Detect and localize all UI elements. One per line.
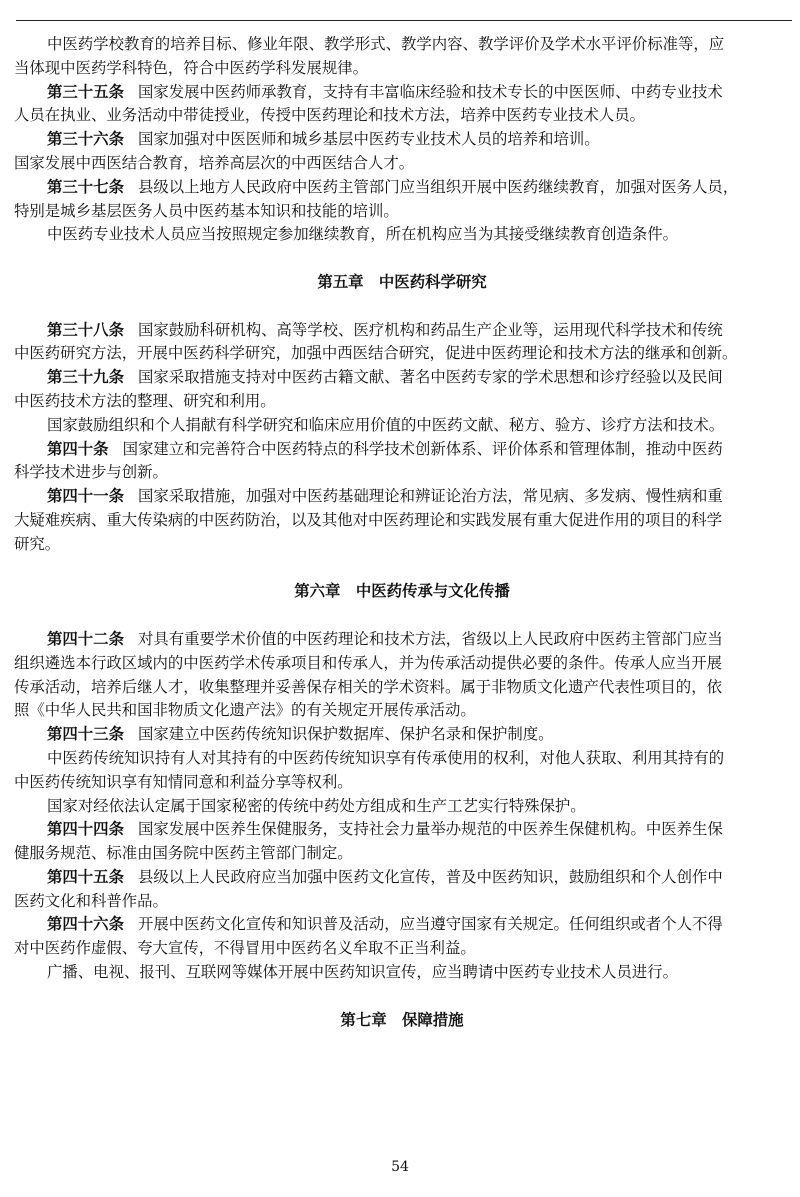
line-text: 国家建立和完善符合中医药特点的科学技术创新体系、评价体系和管理体制，推动中医药 — [122, 439, 723, 458]
text-line — [14, 818, 790, 842]
text-line — [14, 57, 790, 81]
paragraph-gap — [14, 295, 790, 319]
text-line — [14, 866, 790, 890]
line-text: 广播、电视、报刊、互联网等媒体开展中医药知识宣传，应当聘请中医药专业技术人员进行。 — [47, 963, 679, 982]
chapter-heading-text: 第六章 中医药传承与文化传播 — [294, 582, 510, 601]
paragraph-gap — [14, 985, 790, 1009]
text-line — [14, 342, 790, 366]
line-text: 国家对经依法认定属于国家秘密的传统中药处方组成和生产工艺实行特殊保护。 — [47, 796, 586, 815]
line-text: 医药文化和科普作品。 — [14, 891, 168, 910]
line-text: 特别是城乡基层医务人员中医药基本知识和技能的培训。 — [14, 201, 399, 220]
text-line — [14, 723, 790, 747]
line-text: 国家鼓励组织和个人捐献有科学研究和临床应用价值的中医药文献、秘方、验方、诊疗方法和技术。 — [47, 415, 725, 434]
line-text: 对中医药作虚假、夸大宣传，不得冒用中医药名义牟取不正当利益。 — [14, 939, 476, 958]
text-line — [14, 319, 790, 343]
text-line — [14, 390, 790, 414]
document-body — [14, 33, 790, 1032]
text-line — [14, 33, 790, 57]
chapter-heading-text: 第五章 中医药科学研究 — [317, 272, 487, 291]
text-line — [14, 842, 790, 866]
line-text: 中医药研究方法，开展中医药科学研究，加强中西医结合研究，促进中医药理论和技术方法的继承和创新。 — [14, 344, 738, 363]
text-line — [14, 128, 790, 152]
text-line — [14, 533, 790, 557]
line-text: 县级以上人民政府应当加强中医药文化宣传，普及中医药知识，鼓励组织和个人创作中 — [137, 867, 723, 886]
text-line — [14, 961, 790, 985]
line-text: 对具有重要学术价值的中医药理论和技术方法，省级以上人民政府中医药主管部门应当 — [137, 629, 723, 648]
line-text: 国家发展中医药师承教育，支持有丰富临床经验和技术专长的中医医师、中药专业技术 — [137, 82, 723, 101]
line-text: 中医药传统知识享有知情同意和利益分享等权利。 — [14, 772, 353, 791]
line-text: 开展中医药文化宣传和知识普及活动，应当遵守国家有关规定。任何组织或者个人不得 — [137, 915, 723, 934]
article-number: 第四十三条 — [47, 725, 124, 744]
line-text: 科学技术进步与创新。 — [14, 463, 168, 482]
line-text: 健服务规范、标准由国务院中医药主管部门制定。 — [14, 844, 353, 863]
text-line — [14, 223, 790, 247]
text-line — [14, 628, 790, 652]
article-number: 第三十七条 — [47, 177, 124, 196]
text-line — [14, 485, 790, 509]
text-line — [14, 414, 790, 438]
article-number: 第四十四条 — [47, 820, 124, 839]
text-line — [14, 366, 790, 390]
line-text: 当体现中医药学科特色，符合中医药学科发展规律。 — [14, 58, 368, 77]
text-line — [14, 200, 790, 224]
line-text: 传承活动，培养后继人才，收集整理并妥善保存相关的学术资料。属于非物质文化遗产代表性项目的，依 — [14, 677, 722, 696]
text-line — [14, 461, 790, 485]
text-line — [14, 176, 790, 200]
text-line — [14, 676, 790, 700]
article-number: 第四十二条 — [47, 629, 124, 648]
page-number: 54 — [391, 1159, 409, 1175]
article-number: 第四十五条 — [47, 867, 124, 886]
line-text: 国家采取措施支持对中医药古籍文献、著名中医药专家的学术思想和诊疗经验以及民间 — [137, 368, 723, 387]
text-line — [14, 81, 790, 105]
paragraph-gap — [14, 604, 790, 628]
text-line — [14, 913, 790, 937]
line-text: 县级以上地方人民政府中医药主管部门应当组织开展中医药继续教育，加强对医务人员， — [137, 177, 739, 196]
line-text: 中医药学校教育的培养目标、修业年限、教学形式、教学内容、教学评价及学术水平评价标准等，应 — [47, 35, 725, 53]
chapter-heading — [14, 1009, 790, 1033]
text-line — [14, 890, 790, 914]
text-line — [14, 152, 790, 176]
line-text: 中医药专业技术人员应当按照规定参加继续教育，所在机构应当为其接受继续教育创造条件。 — [47, 225, 679, 244]
paragraph-gap — [14, 247, 790, 271]
text-line — [14, 652, 790, 676]
article-number: 第四十一条 — [47, 487, 124, 506]
article-number: 第四十六条 — [47, 915, 124, 934]
article-number: 第四十条 — [47, 439, 109, 458]
line-text: 国家鼓励科研机构、高等学校、医疗机构和药品生产企业等，运用现代科学技术和传统 — [137, 320, 723, 339]
line-text: 研究。 — [14, 534, 61, 553]
line-text: 国家发展中西医结合教育，培养高层次的中西医结合人才。 — [14, 153, 415, 172]
text-line — [14, 795, 790, 819]
line-text: 国家加强对中医医师和城乡基层中医药专业技术人员的培养和培训。 — [137, 130, 600, 149]
article-number: 第三十五条 — [47, 82, 124, 101]
text-line — [14, 771, 790, 795]
text-line — [14, 699, 790, 723]
line-text: 中医药技术方法的整理、研究和利用。 — [14, 391, 276, 410]
line-text: 组织遴选本行政区域内的中医药学术传承项目和传承人，并为传承活动提供必要的条件。传承人应当开展 — [14, 653, 722, 672]
chapter-heading — [14, 271, 790, 295]
line-text: 国家采取措施，加强对中医药基础理论和辨证论治方法，常见病、多发病、慢性病和重 — [137, 487, 723, 506]
article-number: 第三十八条 — [47, 320, 124, 339]
text-line — [14, 937, 790, 961]
line-text: 国家建立中医药传统知识保护数据库、保护名录和保护制度。 — [137, 725, 554, 744]
header-rule — [16, 20, 792, 21]
text-line — [14, 747, 790, 771]
text-line — [14, 509, 790, 533]
chapter-heading — [14, 580, 790, 604]
text-line — [14, 438, 790, 462]
line-text: 大疑难疾病、重大传染病的中医药防治，以及其他对中医药理论和实践发展有重大促进作用的项目的科学 — [14, 510, 722, 529]
line-text: 照《中华人民共和国非物质文化遗产法》的有关规定开展传承活动。 — [14, 701, 476, 720]
article-number: 第三十六条 — [47, 130, 124, 149]
line-text: 国家发展中医养生保健服务，支持社会力量举办规范的中医养生保健机构。中医养生保 — [137, 820, 723, 839]
article-number: 第三十九条 — [47, 368, 124, 387]
paragraph-gap — [14, 557, 790, 581]
line-text: 中医药传统知识持有人对其持有的中医药传统知识享有传承使用的权利，对他人获取、利用其持有的 — [47, 748, 725, 767]
text-line — [14, 104, 790, 128]
line-text: 人员在执业、业务活动中带徒授业，传授中医药理论和技术方法，培养中医药专业技术人员。 — [14, 106, 646, 125]
chapter-heading-text: 第七章 保障措施 — [340, 1010, 464, 1029]
